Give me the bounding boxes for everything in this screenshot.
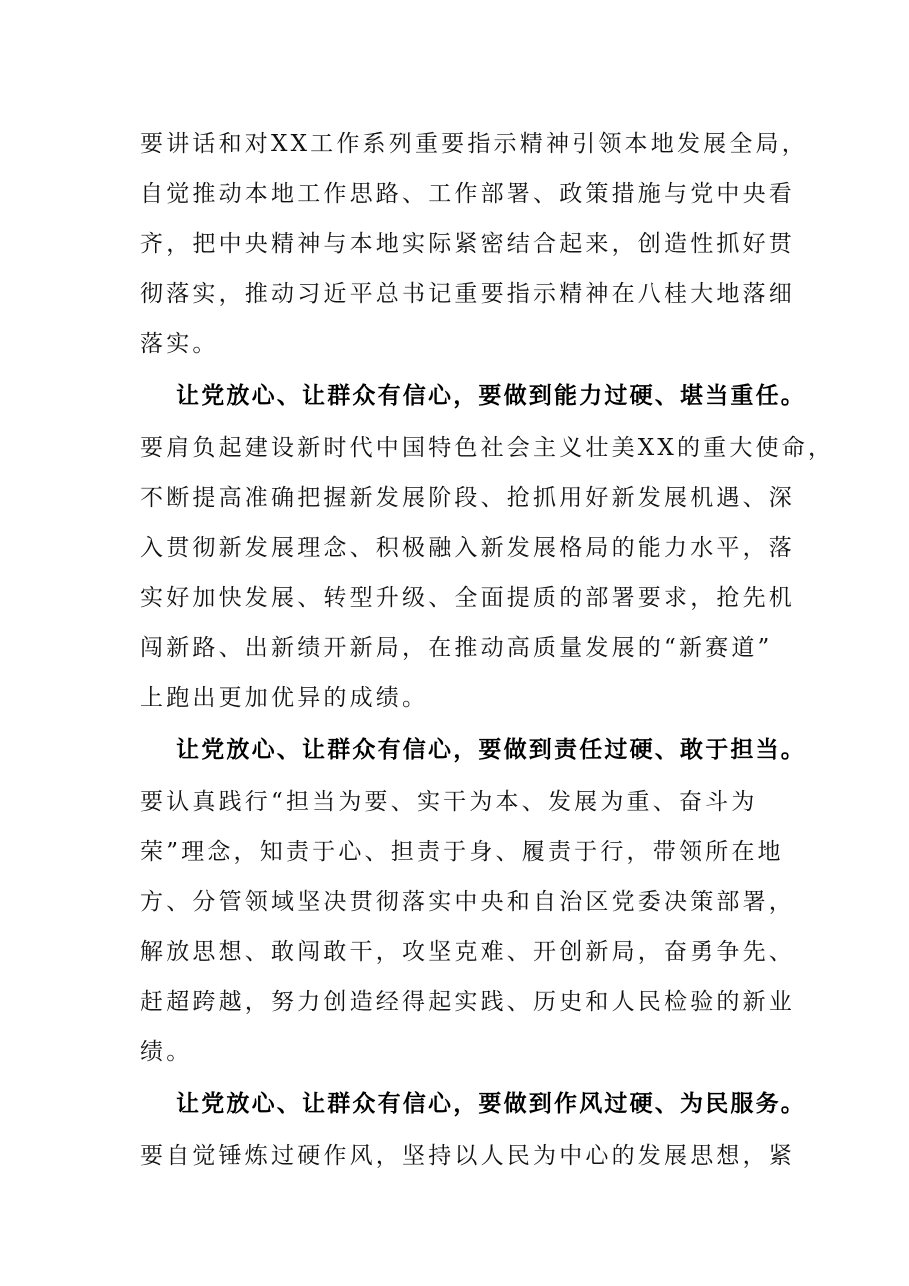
paragraph-line: 方、分管领域坚决贯彻落实中央和自治区党委决策部署， — [140, 889, 795, 915]
paragraph-line: 上跑出更加优异的成绩。 — [140, 685, 429, 711]
paragraph-line: 荣”理念，知责于心、担责于身、履责于行，带领所在地 — [140, 839, 784, 865]
paragraph-line: 要讲话和对XX工作系列重要指示精神引领本地发展全局， — [140, 131, 808, 157]
paragraph-line: 彻落实，推动习近平总书记重要指示精神在八桂大地落细 — [140, 281, 795, 307]
paragraph-lead-sentence: 让党放心、让群众有信心，要做到能力过硬、堪当重任。 — [176, 383, 806, 409]
paragraph-line: 不断提高准确把握新发展阶段、抢抓用好新发展机遇、深 — [140, 485, 795, 511]
paragraph-line: 齐，把中央精神与本地实际紧密结合起来，创造性抓好贯 — [140, 231, 795, 257]
paragraph-line: 赶超跨越，努力创造经得起实践、历史和人民检验的新业 — [140, 989, 795, 1015]
paragraph-lead-sentence: 让党放心、让群众有信心，要做到作风过硬、为民服务。 — [176, 1091, 806, 1117]
paragraph-line: 要肩负起建设新时代中国特色社会主义壮美XX的重大使命， — [140, 435, 835, 461]
paragraph-line: 闯新路、出新绩开新局，在推动高质量发展的“新赛道” — [140, 635, 773, 661]
paragraph-line: 要自觉锤炼过硬作风，坚持以人民为中心的发展思想，紧 — [140, 1143, 795, 1169]
paragraph-line: 绩。 — [140, 1039, 193, 1065]
paragraph-line: 落实。 — [140, 331, 219, 357]
paragraph-line: 解放思想、敢闯敢干，攻坚克难、开创新局，奋勇争先、 — [140, 939, 795, 965]
paragraph-lead-sentence: 让党放心、让群众有信心，要做到责任过硬、敢于担当。 — [176, 737, 806, 763]
paragraph-line: 实好加快发展、转型升级、全面提质的部署要求，抢先机 — [140, 585, 795, 611]
paragraph-line: 自觉推动本地工作思路、工作部署、政策措施与党中央看 — [140, 181, 795, 207]
paragraph-line: 入贯彻新发展理念、积极融入新发展格局的能力水平，落 — [140, 535, 795, 561]
paragraph-line: 要认真践行“担当为要、实干为本、发展为重、奋斗为 — [140, 789, 758, 815]
